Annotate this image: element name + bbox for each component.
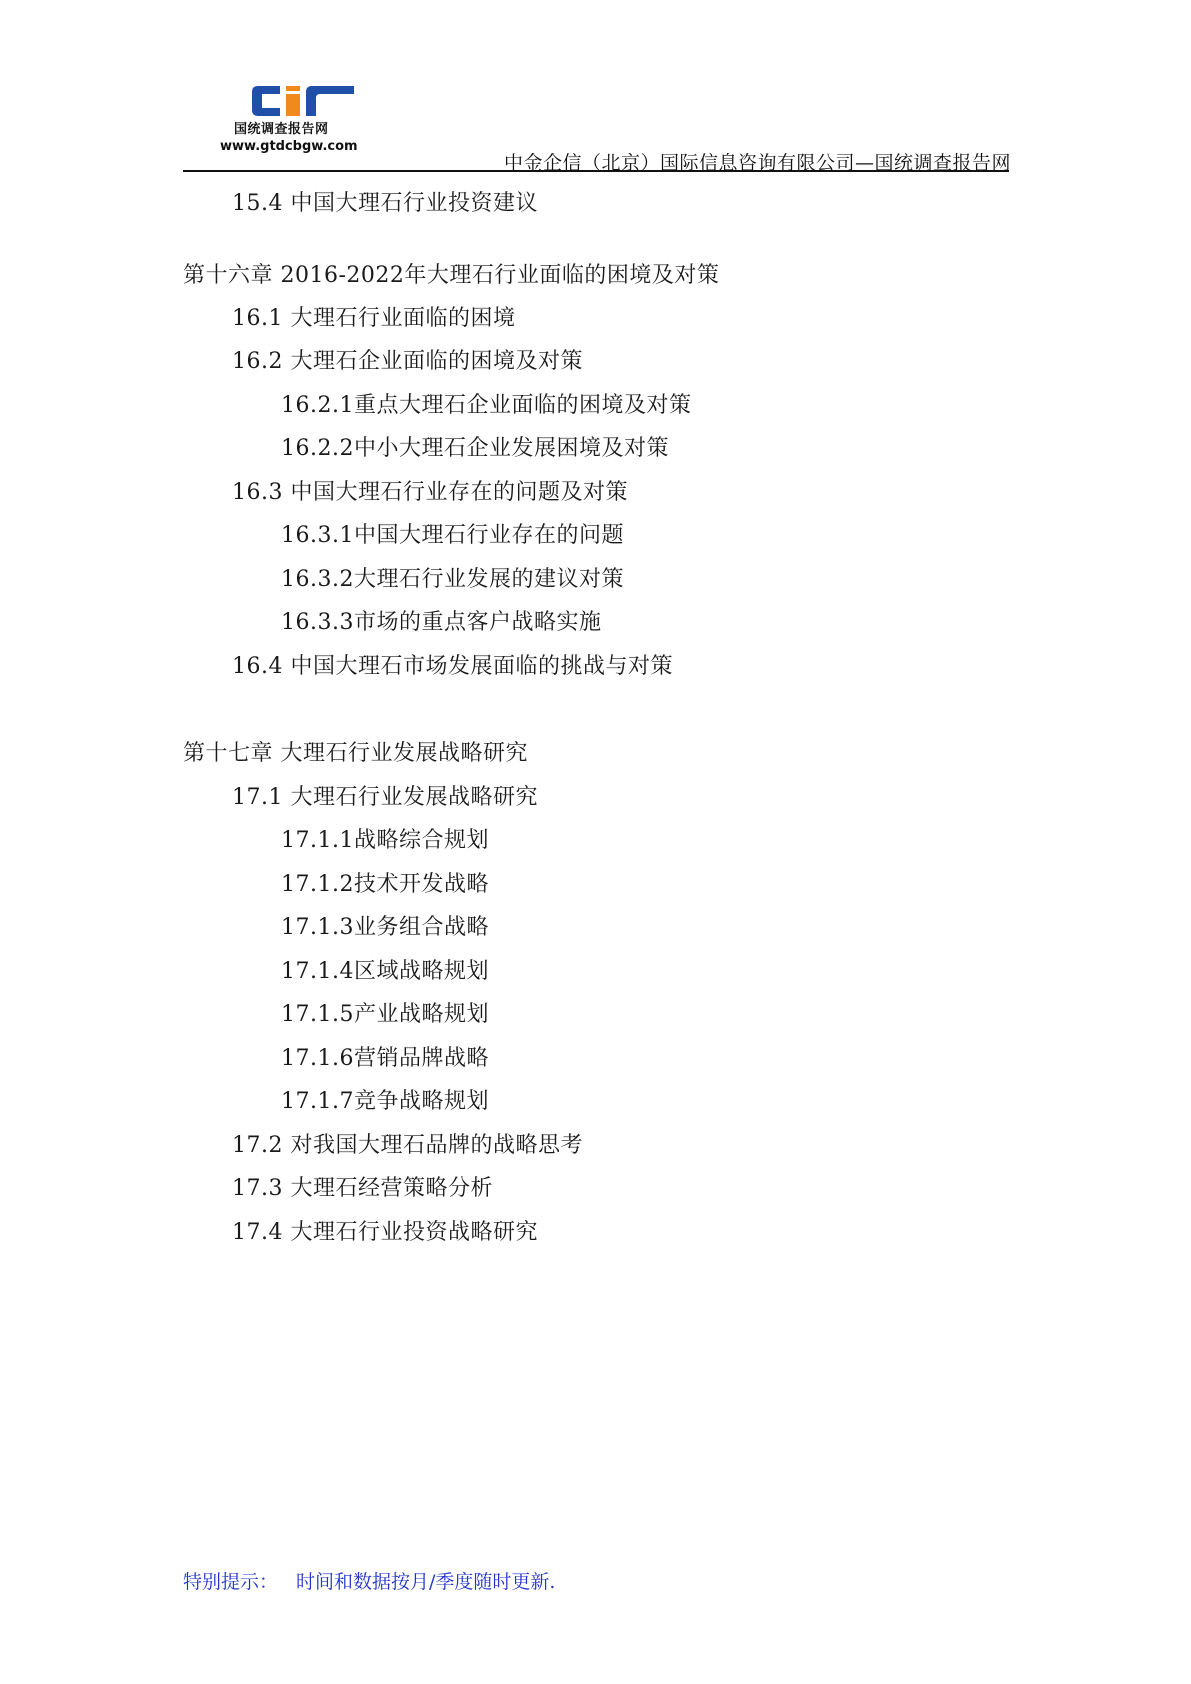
toc-item: 16.3 中国大理石行业存在的问题及对策 [232,480,628,505]
toc-chapter: 第十七章 大理石行业发展战略研究 [183,741,528,766]
toc-subitem: 16.2.2中小大理石企业发展困境及对策 [281,436,669,461]
toc-subitem: 17.1.4区域战略规划 [281,959,489,984]
footer-note: 时间和数据按月/季度随时更新. [296,1571,556,1593]
header-company-name: 中金企信（北京）国际信息咨询有限公司—国统调查报告网 [503,152,1011,174]
toc-subitem: 16.3.3市场的重点客户战略实施 [281,610,602,635]
toc-item: 17.4 大理石行业投资战略研究 [232,1220,538,1245]
toc-subitem: 17.1.2技术开发战略 [281,872,489,897]
toc-item: 17.1 大理石行业发展战略研究 [232,785,538,810]
toc-subitem: 17.1.3业务组合战略 [281,915,489,940]
toc-item: 16.1 大理石行业面临的困境 [232,306,516,331]
toc-item: 16.4 中国大理石市场发展面临的挑战与对策 [232,654,673,679]
toc-subitem: 17.1.7竞争战略规划 [281,1089,489,1114]
footer-label: 特别提示： [183,1571,279,1593]
toc-subitem: 16.2.1重点大理石企业面临的困境及对策 [281,393,692,418]
site-logo[interactable] [212,84,382,162]
toc-chapter: 第十六章 2016-2022年大理石行业面临的困境及对策 [183,263,720,288]
toc-item: 15.4 中国大理石行业投资建议 [232,191,538,216]
logo-site-url[interactable]: www.gtdcbgw.com [220,139,358,154]
toc-subitem: 17.1.5产业战略规划 [281,1002,489,1027]
toc-subitem: 17.1.1战略综合规划 [281,828,489,853]
toc-subitem: 17.1.6营销品牌战略 [281,1046,489,1071]
logo-site-name: 国统调查报告网 [234,122,329,137]
header-divider [183,170,1009,172]
toc-item: 16.2 大理石企业面临的困境及对策 [232,349,583,374]
toc-subitem: 16.3.1中国大理石行业存在的问题 [281,523,624,548]
cir-logo-mark [250,84,360,118]
footer-notice [183,1567,555,1594]
toc-subitem: 16.3.2大理石行业发展的建议对策 [281,567,624,592]
toc-item: 17.3 大理石经营策略分析 [232,1176,493,1201]
toc-item: 17.2 对我国大理石品牌的战略思考 [232,1133,583,1158]
